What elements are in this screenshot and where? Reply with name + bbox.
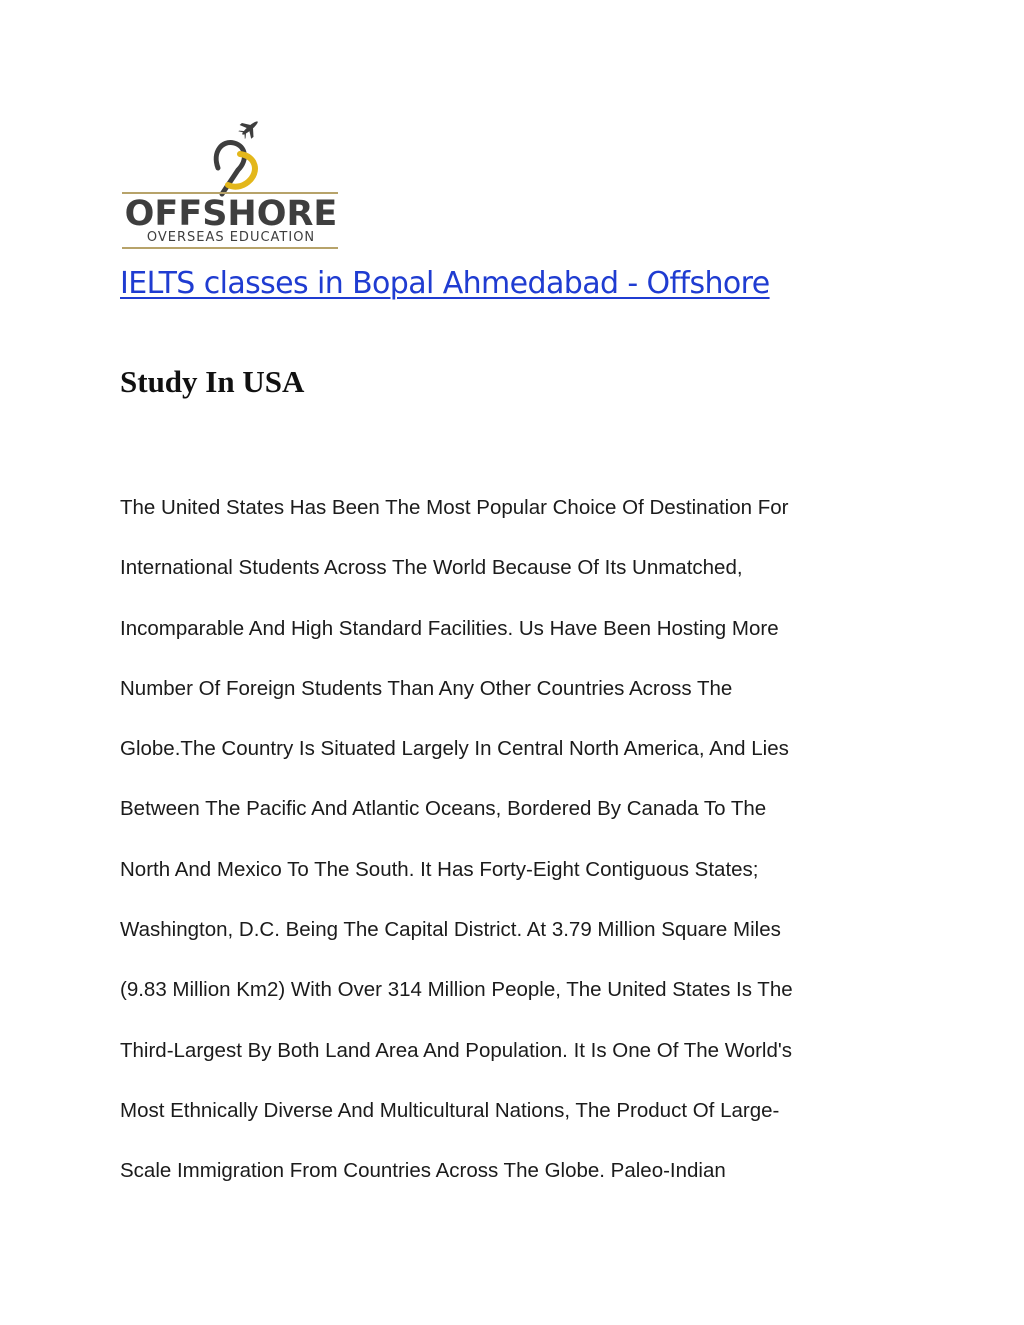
body-line: (9.83 Million Km2) With Over 314 Million People, The United States Is The bbox=[120, 978, 793, 1002]
section-heading: Study In USA bbox=[120, 364, 305, 399]
body-paragraph bbox=[120, 488, 920, 1212]
airplane-icon bbox=[236, 116, 264, 142]
body-line: Third-Largest By Both Land Area And Population. It Is One Of The World's bbox=[120, 1038, 793, 1062]
body-line: Washington, D.C. Being The Capital District. At 3.79 Million Square Miles bbox=[120, 918, 781, 942]
title-link[interactable]: IELTS classes in Bopal Ahmedabad - Offshore bbox=[120, 266, 770, 301]
offshore-logo bbox=[120, 116, 342, 250]
logo-tagline: OVERSEAS EDUCATION bbox=[146, 230, 316, 245]
logo-bottom-rule bbox=[122, 247, 338, 249]
body-line: Number Of Foreign Students Than Any Other Countries Across The bbox=[120, 676, 733, 700]
logo-wordmark: OFFSHORE bbox=[124, 194, 338, 234]
body-line: Most Ethnically Diverse And Multicultural Nations, The Product Of Large- bbox=[120, 1098, 780, 1122]
body-line: Scale Immigration From Countries Across The Globe. Paleo-Indian bbox=[120, 1159, 726, 1183]
body-line: The United States Has Been The Most Popular Choice Of Destination For bbox=[120, 496, 789, 519]
body-line: International Students Across The World Because Of Its Unmatched, bbox=[120, 556, 743, 580]
body-line: Globe.The Country Is Situated Largely In Central North America, And Lies bbox=[120, 737, 789, 761]
body-line: North And Mexico To The South. It Has Forty-Eight Contiguous States; bbox=[120, 857, 759, 881]
logo-nine-mark bbox=[216, 143, 255, 194]
body-line: Incomparable And High Standard Facilities. Us Have Been Hosting More bbox=[120, 616, 779, 640]
body-line: Between The Pacific And Atlantic Oceans, Bordered By Canada To The bbox=[120, 797, 767, 821]
